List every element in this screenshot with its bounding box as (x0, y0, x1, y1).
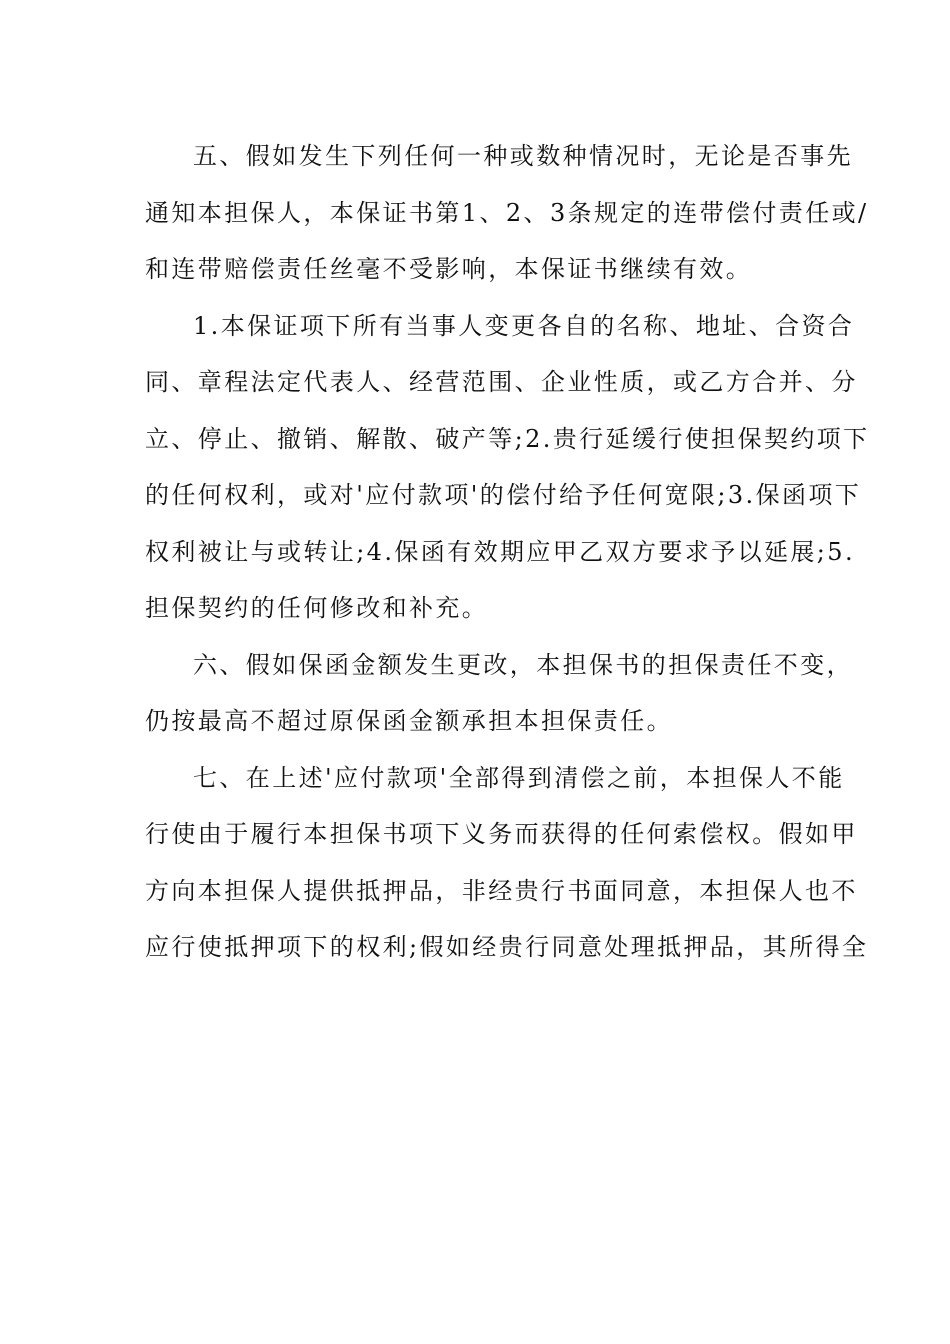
text-line: 六、假如保函金额发生更改，本担保书的担保责任不变， (193, 650, 853, 679)
text-line: 权利被让与或转让;4.保函有效期应甲乙双方要求予以延展;5. (145, 537, 855, 566)
text-line: 五、假如发生下列任何一种或数种情况时，无论是否事先 (193, 142, 853, 170)
text-line: 担保契约的任何修改和补充。 (145, 594, 489, 622)
paragraph-clause-6 (145, 637, 853, 750)
paragraph-clause-5 (145, 128, 869, 298)
text-line: 1.本保证项下所有当事人变更各自的名称、地址、合资合 (193, 311, 855, 340)
text-line: 的任何权利，或对'应付款项'的偿付给予任何宽限;3.保函项下 (145, 481, 862, 509)
text-line: 仍按最高不超过原保函金额承担本担保责任。 (145, 707, 673, 735)
text-line: 通知本担保人，本保证书第1、2、3条规定的连带偿付责任或/ (145, 198, 869, 227)
text-line: 方向本担保人提供抵押品，非经贵行书面同意，本担保人也不 (145, 876, 858, 905)
text-line: 和连带赔偿责任丝毫不受影响，本保证书继续有效。 (145, 255, 753, 283)
text-line: 七、在上述'应付款项'全部得到清偿之前，本担保人不能 (193, 763, 845, 792)
paragraph-clause-5-items (145, 298, 870, 637)
text-line: 应行使抵押项下的权利;假如经贵行同意处理抵押品，其所得全 (145, 933, 869, 961)
document-body (145, 128, 870, 976)
paragraph-clause-7 (145, 750, 869, 976)
text-line: 立、停止、撤销、解散、破产等;2.贵行延缓行使担保契约项下 (145, 424, 870, 453)
text-line: 行使由于履行本担保书项下义务而获得的任何索偿权。假如甲 (145, 820, 858, 848)
text-line: 同、章程法定代表人、经营范围、企业性质，或乙方合并、分 (145, 368, 858, 396)
